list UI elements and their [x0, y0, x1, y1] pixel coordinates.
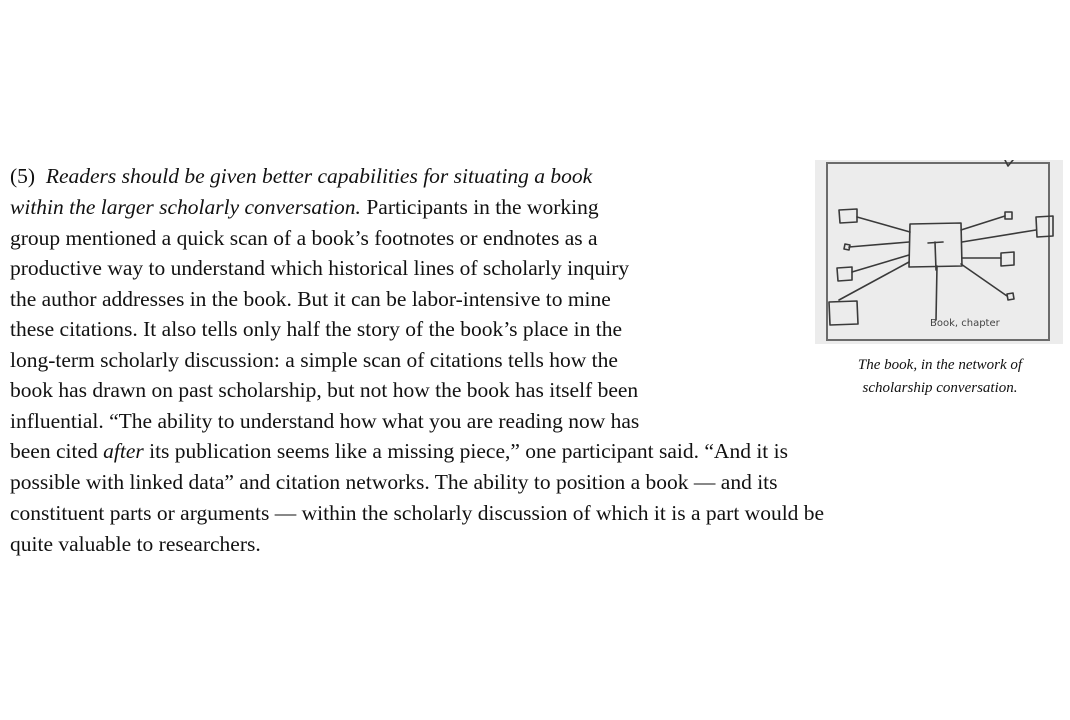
paragraph-heading-part2: within the larger scholarly conversation. — [10, 195, 361, 219]
paragraph-line-12: constituent parts or arguments — within the scholarly discussion of which it is a part would be — [10, 501, 825, 525]
figure-caption-line-2: scholarship conversation. — [862, 380, 1018, 396]
paragraph-line-8: book has drawn on past scholarship, but not how the book has itself been — [10, 378, 639, 402]
paragraph-line-5: the author addresses in the book. But it can be labor-intensive to mine — [10, 287, 611, 311]
book-network-sketch — [815, 160, 1063, 344]
paragraph-line-4: productive way to understand which historical lines of scholarly inquiry — [10, 256, 630, 280]
sketch-stem-line — [936, 266, 937, 320]
paragraph-line-13: quite valuable to researchers. — [10, 532, 261, 556]
paragraph-line-10 — [10, 436, 788, 466]
sketch-label: Book, chapter — [930, 318, 1000, 329]
paragraph-number: (5) — [10, 164, 36, 188]
paragraph-line-10-after: its publication seems like a missing piece,” one participant said. “And it is — [143, 439, 788, 463]
paragraph-line-2-tail: Participants in the working — [360, 195, 599, 219]
paragraph-line-10-before: been cited — [10, 439, 104, 463]
paragraph-heading-part1: Readers should be given better capabilities for situating a book — [45, 164, 593, 188]
sketch-center-divider — [935, 242, 936, 270]
paragraph-line-10-emphasis: after — [103, 439, 144, 463]
paragraph-line-1 — [10, 161, 592, 191]
figure-caption-line-1: The book, in the network of — [857, 357, 1023, 373]
paragraph-line-9: influential. “The ability to understand how what you are reading now has — [10, 409, 640, 433]
paragraph-line-11: possible with linked data” and citation networks. The ability to position a book — and its — [10, 470, 778, 494]
sketch-center-tick — [928, 242, 943, 243]
paragraph-line-7: long-term scholarly discussion: a simple scan of citations tells how the — [10, 348, 618, 372]
paragraph-line-6: these citations. It also tells only half the story of the book’s place in the — [10, 317, 623, 341]
sketch-drawing — [815, 160, 1063, 344]
sketch-paper — [815, 160, 1063, 344]
paragraph-line-3: group mentioned a quick scan of a book’s footnotes or endnotes as a — [10, 226, 598, 250]
paragraph-line-2 — [10, 192, 599, 222]
